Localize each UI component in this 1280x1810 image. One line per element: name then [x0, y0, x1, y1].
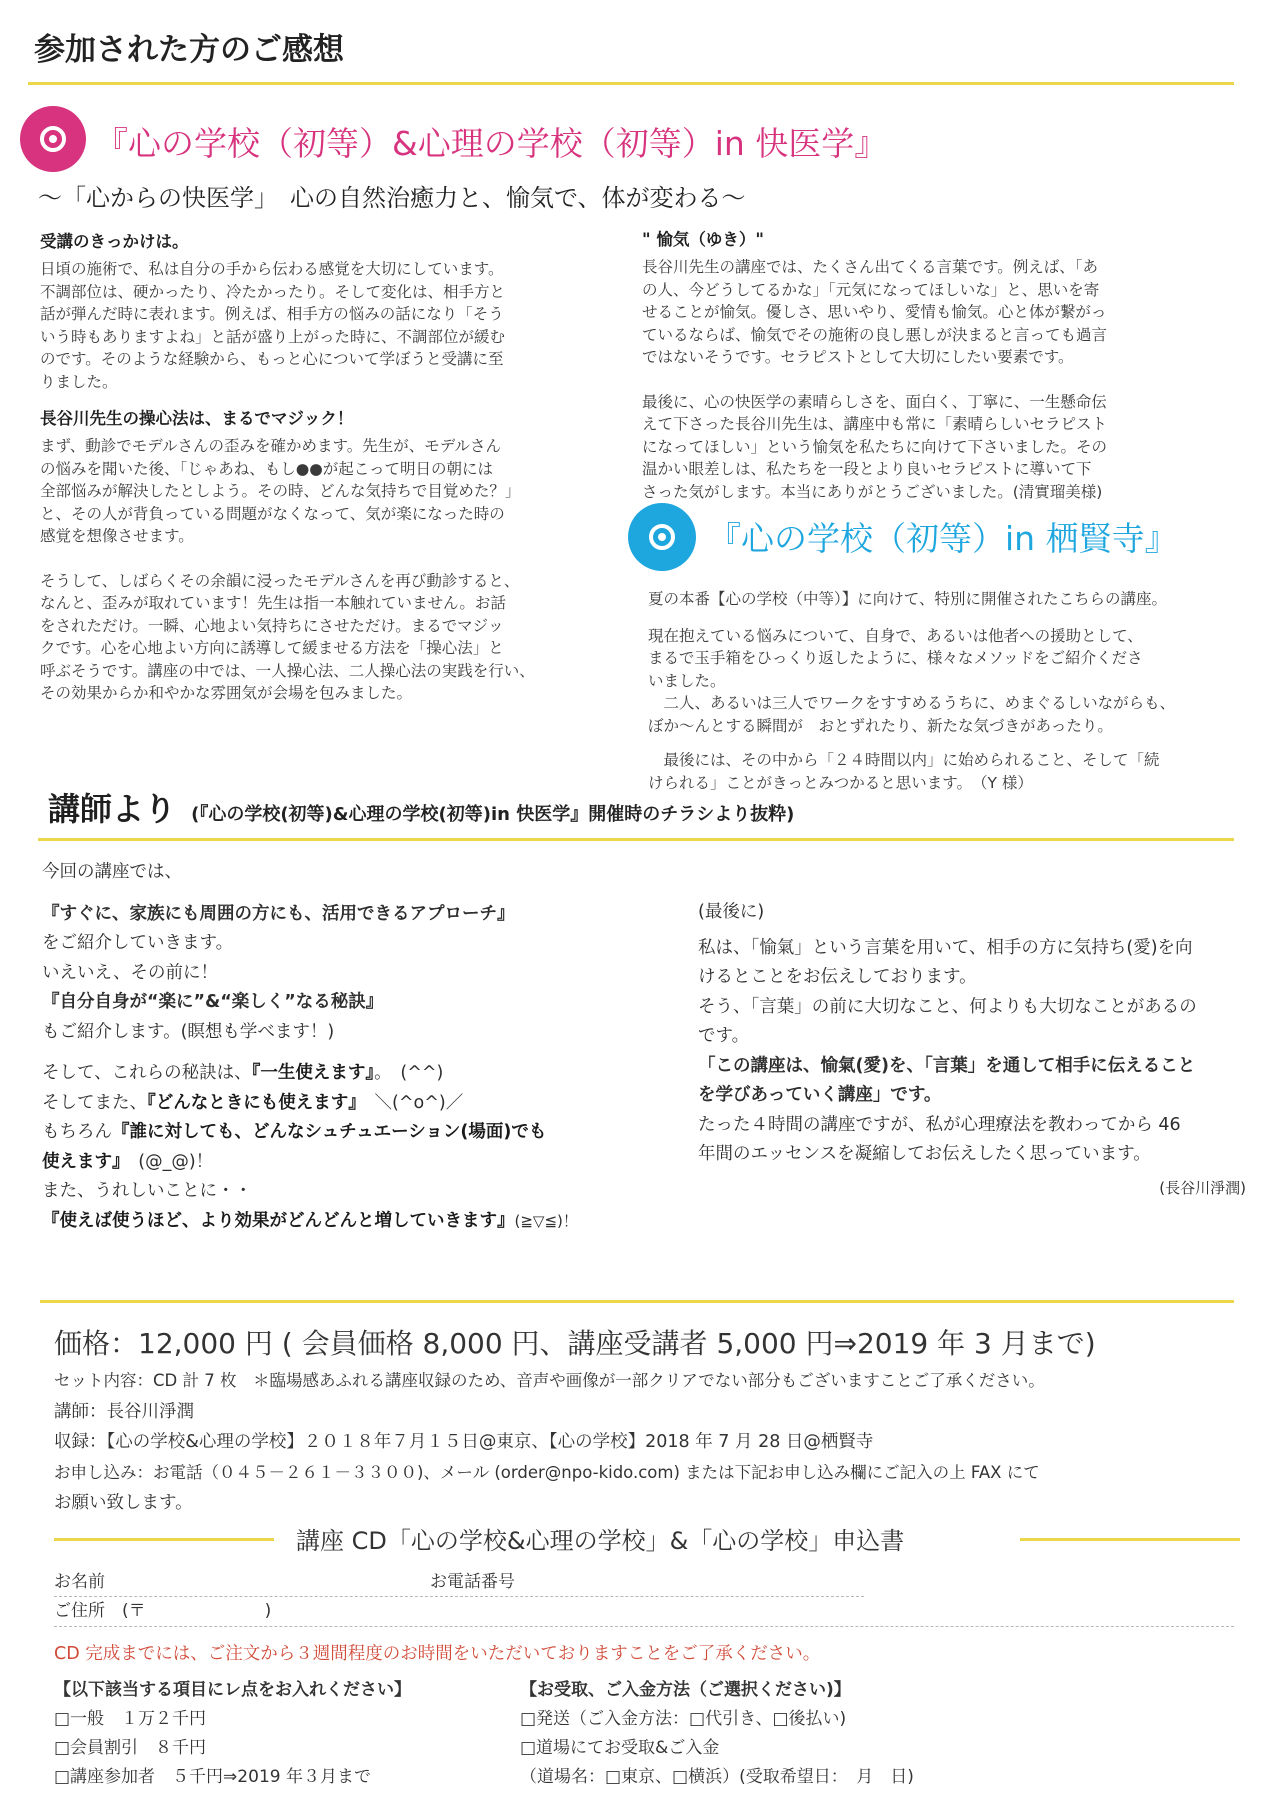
- text-line: そして、これらの秘訣は、『一生使えます』。 (^^): [42, 1063, 444, 1083]
- paragraph: まず、動診でモデルさんの歪みを確かめます。先生が、モデルさん の悩みを聞いた後、「じゃあね、もし●●が起こって明日の朝には 全部悩みが解決したとしよう。その時、どんな気持ちで目覚めた？」 と、その人が背負っている問題がなくなって、気が楽になった時の 感覚を想像させます。: [40, 437, 521, 545]
- text-line: けるとことをお伝えしております。: [698, 967, 977, 987]
- lecturer-divider: [38, 838, 1234, 841]
- text-line: を学びあっていく講座」です。: [698, 1085, 942, 1105]
- page-title: 参加された方のご感想: [34, 32, 344, 68]
- event1-subtitle: 〜「心からの快医学」 心の自然治癒力と、愉気で、体が変わる〜: [38, 184, 746, 212]
- checkbox-general[interactable]: □一般 １万２千円: [54, 1709, 207, 1729]
- info-line: 講師：長谷川淨潤: [54, 1401, 194, 1422]
- text-line: 年間のエッセンスを凝縮してお伝えしたく思っています。: [698, 1144, 1151, 1164]
- lecturer-note: (『心の学校(初等)&心理の学校(初等)in 快医学』開催時のチラシより抜粋): [191, 804, 795, 825]
- order-notice: CD 完成までには、ご注文から３週間程度のお時間をいただいておりますことをご了承ください。: [54, 1644, 821, 1664]
- form-divider-left: [54, 1538, 274, 1541]
- checkbox-pickup[interactable]: □道場にてお受取&ご入金: [520, 1738, 720, 1758]
- lecturer-heading: [48, 784, 794, 830]
- paragraph: 長谷川先生の講座では、たくさん出てくる言葉です。例えば、「あ の人、今どうしてるかな」「元気になってほしいな」と、思いを寄 せることが愉気。優しさ、思いやり、愛情も愉気。心と体が繋がっ ているならば、愉気でその施術の良し悪しが決まると言っても過言 ではないそうです。セラピストとして大切にしたい要素です。: [642, 258, 1108, 366]
- text-line: 『すぐに、家族にも周囲の方にも、活用できるアプローチ』: [42, 903, 515, 924]
- info-line: お申し込み：お電話（０４５－２６１－３３００)、メール (order@npo-kido.com) または下記お申し込み欄にご記入の上 FAX にて: [54, 1462, 1040, 1482]
- text-line: いえいえ、その前に！: [42, 962, 219, 983]
- price-info: [54, 1366, 1254, 1519]
- signature: (長谷川淨潤): [1159, 1178, 1246, 1197]
- paragraph: 夏の本番【心の学校（中等）】に向けて、特別に開催されたこちらの講座。: [648, 590, 1167, 608]
- text-line: もご紹介します。(瞑想も学べます！): [42, 1021, 335, 1042]
- form-divider-right: [1020, 1538, 1240, 1541]
- name-label: お名前: [54, 1572, 105, 1592]
- text-line: そしてまた、『どんなときにも使えます』 ＼(^o^)／: [42, 1092, 464, 1113]
- info-line: お願い致します。: [54, 1493, 193, 1513]
- target-icon-cyan: [628, 503, 696, 571]
- title-divider: [28, 82, 1234, 85]
- left-column: [40, 228, 605, 705]
- text-line: そう、「言葉」の前に大切なこと、何よりも大切なことがあるの: [698, 996, 1197, 1017]
- text-line: です。: [698, 1026, 750, 1046]
- delivery-heading: 【お受取、ご入金方法（ご選択ください)】: [520, 1680, 851, 1700]
- paragraph: そうして、しばらくその余韻に浸ったモデルさんを再び動診すると、 なんと、歪みが取れています！先生は指一本触れていません。お話 をされただけ。一瞬、心地よい気持ちにさせただけ。まるでマジッ クです。心を心地よい方向に誘導して緩ませる方法を「操心法」と 呼ぶそうです。講座の中では、一人操心法、二人操心法の実践を行い、 その効果からか和やかな雰囲気が会場を包みました。: [40, 571, 535, 702]
- paragraph: 現在抱えている悩みについて、自身で、あるいは他者への援助として、 まるで玉手箱をひっくり返したように、様々なメソッドをご紹介くださ いました。 二人、あるいは三人でワークをすすめるうちに、めまぐるしいながらも、 ぼか〜んとする瞬間が おとずれたり、新たな気づきがあったり。: [648, 626, 1176, 735]
- options-heading: 【以下該当する項目にレ点をお入れください】: [54, 1680, 411, 1700]
- text-line: (最後に): [698, 902, 765, 922]
- event2-body: [648, 588, 1228, 794]
- phone-label: お電話番号: [430, 1572, 515, 1592]
- lecturer-left: [42, 858, 682, 1236]
- text-line: 使えます』 (@_@)！: [42, 1151, 214, 1172]
- checkbox-dojo[interactable]: （道場名：□東京、□横浜）(受取希望日： 月 日): [520, 1767, 914, 1787]
- text-line: 私は、「愉氣」という言葉を用いて、相手の方に気持ち(愛)を向: [698, 937, 1193, 958]
- checkbox-participant[interactable]: □講座参加者 ５千円⇒2019 年３月まで: [54, 1767, 371, 1787]
- event1-title: 『心の学校（初等）&心理の学校（初等）in 快医学』: [95, 124, 888, 163]
- info-line: セット内容：CD 計 7 枚 ＊臨場感あふれる講座収録のため、音声や画像が一部クリアでない部分もございますことご了承ください。: [54, 1371, 1045, 1390]
- text-line: 「この講座は、愉氣(愛)を、「言葉」を通して相手に伝えること: [698, 1055, 1196, 1076]
- checkbox-member[interactable]: □会員割引 ８千円: [54, 1738, 207, 1758]
- paragraph: 最後に、心の快医学の素晴らしさを、面白く、丁寧に、一生懸命伝 えて下さった長谷川先生は、講座中も常に「素晴らしいセラピスト になってほしい」という愉気を私たちに向けて下さいました。その 温かい眼差しは、私たちを一段とより良いセラピストに導いて下 さった気がします。本当にありがとうございました。(清實瑠美様): [642, 392, 1108, 501]
- form-title: 講座 CD「心の学校&心理の学校」&「心の学校」申込書: [296, 1527, 905, 1555]
- text-line: また、うれしいことに・・: [42, 1181, 252, 1201]
- price-divider: [40, 1300, 1234, 1303]
- text-line: もちろん『誰に対しても、どんなシュチュエーション(場面)でも: [42, 1122, 547, 1142]
- delivery-options: [520, 1676, 914, 1792]
- target-icon-magenta: [20, 106, 86, 172]
- section-heading: " 愉気（ゆき）": [642, 230, 764, 249]
- section-heading: 受講のきっかけは。: [40, 232, 189, 251]
- lecturer-title: 講師より: [48, 790, 177, 828]
- info-line: 収録：【心の学校&心理の学校】２０１８年７月１５日@東京、【心の学校】2018 年 7 月 28 日@栖賢寺: [54, 1432, 874, 1452]
- address-field[interactable]: [54, 1626, 1234, 1627]
- paragraph: 最後には、その中から「２４時間以内」に始められること、そして「続 けられる」ことがきっとみつかると思います。 （Y 様）: [648, 751, 1160, 792]
- text-line: をご紹介していきます。: [42, 933, 234, 953]
- event2-title: 『心の学校（初等）in 栖賢寺』: [708, 519, 1178, 558]
- text-line: 『使えば使うほど、より効果がどんどんと増していきます』(≧▽≦)！: [42, 1210, 578, 1231]
- checkbox-shipping[interactable]: □発送（ご入金方法：□代引き、□後払い): [520, 1709, 847, 1729]
- lecturer-right: [698, 898, 1246, 1203]
- right-column: [642, 226, 1222, 503]
- address-label: ご住所 (〒 ): [54, 1601, 272, 1621]
- paragraph: 日頃の施術で、私は自分の手から伝わる感覚を大切にしています。 不調部位は、硬かったり、冷たかったり。そして変化は、相手方と 話が弾んだ時に表れます。例えば、相手方の悩みの話になり「そう いう時もありますよね」と話が盛り上がった時に、不調部位が緩む のです。そのような経験から、もっと心について学ぼうと受講に至 りました。: [40, 260, 506, 391]
- text-line: 『自分自身が“楽に”&“楽しく”なる秘訣』: [42, 992, 384, 1012]
- price-main: 価格：12,000 円 ( 会員価格 8,000 円、講座受講者 5,000 円⇒2019 年 3 月まで): [54, 1327, 1096, 1360]
- price-options: [54, 1676, 411, 1792]
- section-heading: 長谷川先生の操心法は、まるでマジック！: [40, 409, 354, 428]
- text-line: たった４時間の講座ですが、私が心理療法を教わってから 46: [698, 1114, 1181, 1135]
- text-line: 今回の講座では、: [42, 862, 182, 882]
